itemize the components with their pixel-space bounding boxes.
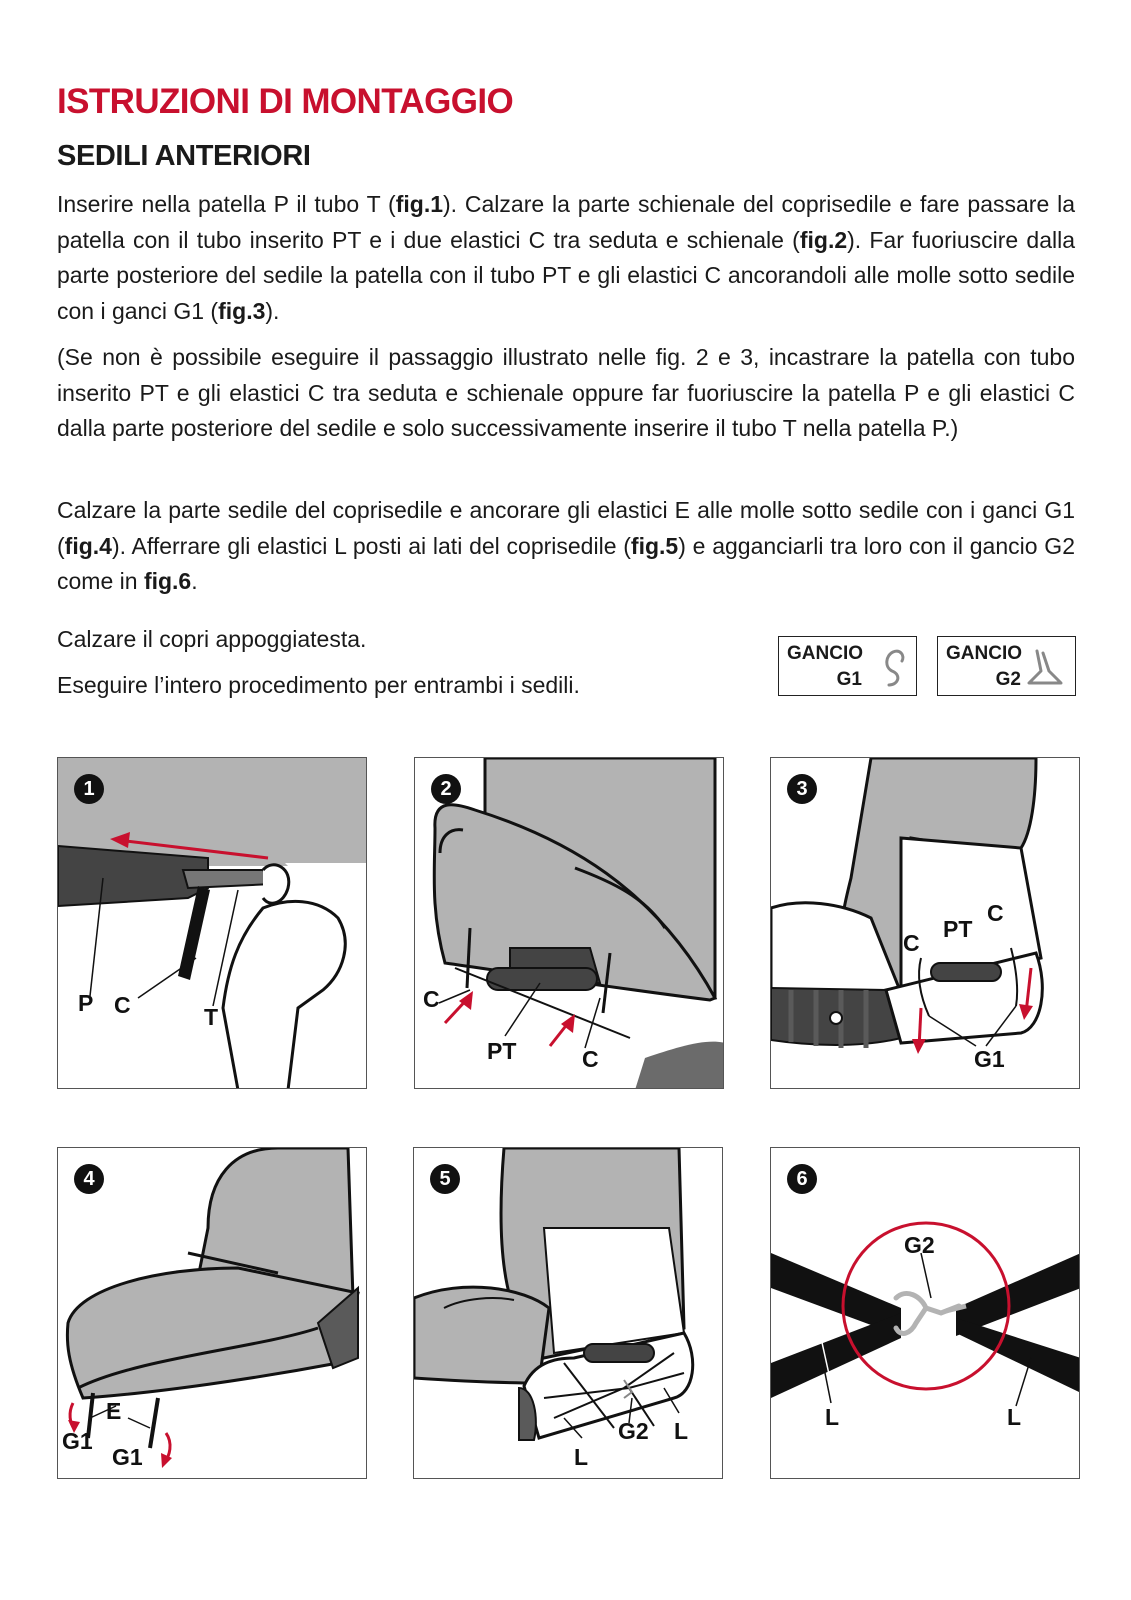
section-title: SEDILI ANTERIORI	[57, 140, 311, 172]
figure-5-label-l-left: L	[574, 1444, 589, 1470]
p3-figref-4: fig.4	[64, 532, 112, 559]
p3-figref-5: fig.5	[630, 532, 679, 559]
p1-figref-1: fig.1	[395, 191, 444, 217]
figure-5-label-l-right: L	[674, 1418, 689, 1444]
figure-6	[770, 1147, 1080, 1479]
p3-text-a: Calzare la parte sedile del coprisedile e ancorare gli elastici E alle molle sotto sedile con i ganci G1 (	[57, 497, 1075, 559]
p1-figref-2: fig.2	[799, 226, 848, 253]
paragraph-1	[57, 187, 1075, 329]
figure-6-label-l-left: L	[825, 1404, 840, 1430]
figure-4-illustration	[58, 1148, 367, 1479]
figure-3-label-c-left: C	[903, 930, 920, 956]
p1-text-b: ). Calzare la parte schienale del coprisedile e fare passare la patella con il tubo inserito PT e i due elastici C tra seduta e schienale (	[57, 191, 1075, 253]
figure-1-label-p: P	[78, 990, 94, 1016]
p1-text-d: ).	[265, 297, 280, 324]
p3-figref-6: fig.6	[143, 568, 192, 594]
figure-4	[57, 1147, 367, 1479]
figure-5-number: 5	[430, 1164, 460, 1194]
figure-2-label-c-right: C	[582, 1046, 599, 1072]
figure-3-label-g1: G1	[974, 1046, 1005, 1072]
figure-2-illustration	[415, 758, 724, 1089]
figure-4-label-g1-right: G1	[112, 1444, 143, 1470]
legend-g1	[778, 636, 917, 696]
figure-2-label-c-left: C	[423, 986, 440, 1012]
figure-3-illustration	[771, 758, 1080, 1089]
legend-g2	[937, 636, 1076, 696]
paragraph-2: (Se non è possibile eseguire il passaggio illustrato nelle fig. 2 e 3, incastrare la patella con tubo inserito PT e gli elastici C tra seduta e schienale oppure far fuoriuscire la patella P e gli elastici C dalla parte posteriore del sedile e solo successivamente inserire il tubo T nella patella P.)	[57, 344, 1075, 441]
p1-text-c: ). Far fuoriuscire dalla parte posteriore del sedile la patella con il tubo PT e gli elastici C ancorandoli alle molle sotto sedile con i ganci G1 (	[57, 226, 1075, 324]
figure-4-label-e: E	[106, 1398, 122, 1424]
figure-6-number: 6	[787, 1164, 817, 1194]
p3-text-b: ). Afferrare gli elastici L posti ai lati del coprisedile (	[111, 532, 631, 559]
p3-text-c: ) e agganciarli tra loro con il gancio G2 come in	[57, 532, 1075, 594]
paragraph-3	[57, 493, 1075, 600]
page-title: ISTRUZIONI DI MONTAGGIO	[57, 82, 514, 121]
figure-3-number: 3	[787, 774, 817, 804]
figure-2	[414, 757, 724, 1089]
figure-2-number: 2	[431, 774, 461, 804]
figure-3-label-c-right: C	[987, 900, 1004, 926]
paragraph-5: Eseguire l’intero procedimento per entrambi i sedili.	[57, 672, 580, 698]
figure-3	[770, 757, 1080, 1089]
figure-1-illustration	[58, 758, 367, 1089]
figure-6-illustration	[771, 1148, 1080, 1479]
legend-g1-word: GANCIO	[787, 643, 863, 664]
legend-g2-word: GANCIO	[946, 643, 1022, 664]
hook-g2-icon	[1023, 645, 1067, 689]
legend-g2-code: G2	[995, 669, 1021, 690]
figure-6-label-l-right: L	[1007, 1404, 1022, 1430]
p1-figref-3: fig.3	[218, 297, 266, 324]
legend-g1-code: G1	[836, 669, 862, 690]
figure-5-label-g2: G2	[618, 1418, 649, 1444]
figure-1-label-t: T	[204, 1004, 219, 1030]
hook-g1-icon	[878, 645, 908, 689]
figure-4-number: 4	[74, 1164, 104, 1194]
figure-5	[413, 1147, 723, 1479]
figure-4-label-g1-left: G1	[62, 1428, 93, 1454]
figure-1-label-c: C	[114, 992, 131, 1018]
figure-2-label-pt: PT	[487, 1038, 517, 1064]
p3-text-d: .	[191, 568, 198, 594]
paragraph-4: Calzare il copri appoggiatesta.	[57, 626, 367, 652]
figure-3-label-pt: PT	[943, 916, 973, 942]
figure-1-number: 1	[74, 774, 104, 804]
figure-1	[57, 757, 367, 1089]
p1-text-a: Inserire nella patella P il tubo T (	[57, 191, 396, 217]
figure-6-label-g2: G2	[904, 1232, 935, 1258]
